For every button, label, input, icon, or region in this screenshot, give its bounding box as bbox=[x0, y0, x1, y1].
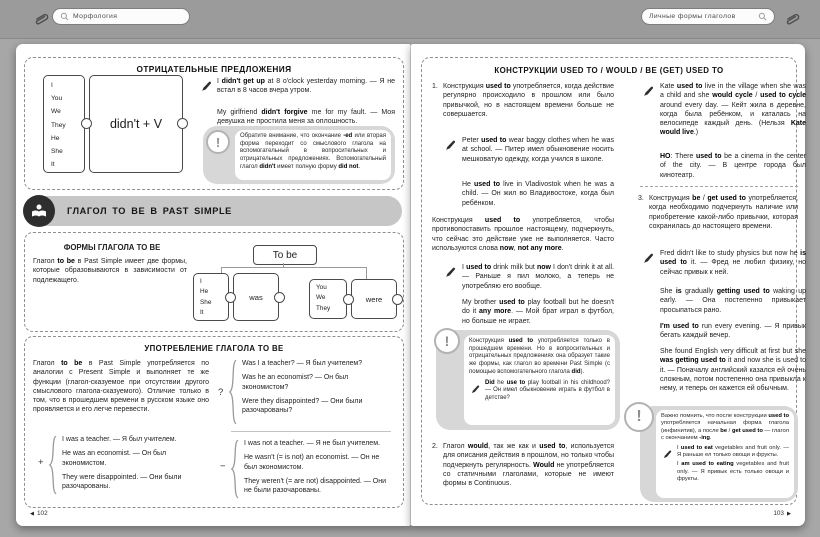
example: My brother used to play football but he doesn't do it any more. — Мой брат играл в футбол, но больше не играет. bbox=[462, 299, 615, 325]
chapter-title: ГЛАГОЛ TO BE В PAST SIMPLE bbox=[67, 206, 232, 216]
negative-sentences-section bbox=[24, 57, 404, 190]
search-tab-left[interactable] bbox=[52, 8, 190, 25]
formula-text: didn't + V bbox=[109, 117, 163, 131]
item-text: Конструкция be / get used to употребляется, когда необходимо подчеркнуть наличие или приобретение какой-либо привычки, которая сохранилась до настоящего времени. bbox=[649, 195, 798, 230]
tobe-forms-section bbox=[24, 232, 404, 332]
paperclip-icon[interactable] bbox=[780, 7, 803, 30]
exclamation-icon: ! bbox=[206, 130, 230, 154]
search-tab-right-label: Личные формы глаголов bbox=[649, 13, 736, 20]
question-example: Were they disappointed? — Они были разочарованы? bbox=[242, 397, 363, 415]
puzzle-knob bbox=[392, 294, 403, 305]
pen-icon bbox=[445, 138, 456, 149]
usage-text: Глагол to be в Past Simple употребляется по аналогии с Present Simple и выполняет те же функции (глагол-сказуемое при отсутствии другого смыслового глагола-сказуемого). Отличие только в том, что в прошедшем времени в русском языке оно проявляется и его легче перевести. bbox=[33, 360, 209, 414]
example: I'm used to run every evening. — Я привык бегать каждый вечер. bbox=[660, 323, 806, 340]
rule-item-3 bbox=[638, 194, 798, 231]
pronoun: They bbox=[51, 121, 66, 129]
example: She found English very difficult at first but she was getting used to it and now she is used to it. — Поначалу английский казался ей очень сложным, потом постепенно она привыкла к нему, и теперь он кажется ей обычным. bbox=[660, 348, 806, 393]
minus-sign: − bbox=[220, 461, 226, 472]
negative-example: They weren't (= are not) disappointed. — Они не были разочарованы. bbox=[244, 477, 386, 495]
pronoun: I bbox=[200, 278, 202, 285]
negative-example: He wasn't (= is not) an economist. — Он не был экономистом. bbox=[244, 454, 380, 471]
paperclip-icon[interactable] bbox=[29, 7, 52, 30]
item-number: 2. bbox=[432, 443, 438, 450]
puzzle-knob bbox=[177, 118, 188, 129]
search-icon bbox=[758, 12, 767, 21]
connector-line bbox=[221, 267, 367, 268]
connector-line bbox=[283, 263, 284, 268]
page-number-right bbox=[773, 510, 791, 517]
pronoun: He bbox=[51, 134, 60, 142]
pronoun: You bbox=[316, 284, 327, 291]
pronoun: We bbox=[316, 294, 326, 302]
pronouns-puzzle-piece bbox=[309, 279, 347, 319]
pronoun: We bbox=[51, 108, 61, 116]
note-text: Обратите внимание, что окончание -ed или вторая форма переходит со смыслового глагола на вспомогательный в вопросительных и отрицательных предложениях. Вспомогательный глагол didn't имеет полную форму did not. bbox=[240, 133, 386, 170]
contrast-paragraph: Конструкция used to употребляется, чтобы противопоставить прошлое настоящему, подчеркнуть, что сейчас это действие уже не выполняется. Часто используются слова now, not any more. bbox=[432, 217, 615, 252]
next-page-icon[interactable]: ▶ bbox=[787, 510, 791, 517]
pronouns-puzzle-piece bbox=[193, 273, 229, 321]
search-tab-left-label: Морфология bbox=[73, 13, 118, 20]
pronouns-puzzle-piece bbox=[43, 75, 85, 173]
puzzle-knob bbox=[81, 118, 92, 129]
example: He used to live in Vladivostok when he was a child. — Он жил во Владивостоке, когда был ребёнком. bbox=[462, 181, 614, 207]
rule-item-2 bbox=[432, 442, 614, 488]
note-text: Конструкция used to употребляется только в прошедшем времени. Но в вопросительных и отрицательных предложениях она образует такие же формы, как глагол во времени Past Simple (с помощью вспомогательного глагола did). bbox=[469, 338, 610, 375]
note-text: Важно помнить, что после конструкции used to употребляется начальная форма глагола (инфинитив), а после be / get used to — глагол с окончанием -ing. bbox=[661, 413, 789, 442]
question-sign: ? bbox=[218, 387, 224, 398]
section-title: ОТРИЦАТЕЛЬНЫЕ ПРЕДЛОЖЕНИЯ bbox=[136, 64, 292, 74]
note-example: Did he use to play football in his childhood? — Он имел обыкновение играть в футбол в детстве? bbox=[485, 379, 610, 401]
reader-icon bbox=[23, 195, 55, 227]
item-number: 1. bbox=[432, 83, 438, 90]
pen-icon bbox=[643, 84, 654, 95]
pronoun: You bbox=[51, 95, 63, 103]
page-number: 102 bbox=[37, 510, 48, 517]
pronoun: I bbox=[51, 82, 53, 89]
example: She is gradually getting used to waking up early. — Она постепенно привыкает просыпаться рано. bbox=[660, 288, 807, 314]
item-text: Конструкция used to употребляется, когда действие регулярно происходило в прошлом или было привычкой, но в настоящем времени больше не совершается. bbox=[443, 83, 614, 118]
puzzle-knob bbox=[225, 292, 236, 303]
brace bbox=[230, 439, 239, 499]
verb-form-piece: were bbox=[351, 279, 397, 319]
note-example: I used to eat vegetables and fruit only. — Я раньше ел только овощи и фрукты. bbox=[677, 444, 789, 459]
subsection-title: УПОТРЕБЛЕНИЕ ГЛАГОЛА TO BE bbox=[144, 344, 284, 353]
puzzle-knob bbox=[274, 292, 285, 303]
pen-icon bbox=[663, 446, 674, 457]
rule-item-1 bbox=[432, 82, 614, 119]
exclamation-icon: ! bbox=[624, 402, 654, 432]
pen-icon bbox=[471, 381, 482, 392]
search-tab-right[interactable] bbox=[641, 8, 775, 25]
page-number: 103 bbox=[773, 510, 784, 517]
positive-example: They were disappointed. — Они были разочарованы. bbox=[62, 473, 182, 491]
negative-example: I was not a teacher. — Я не был учителем. bbox=[244, 440, 380, 447]
section-title: КОНСТРУКЦИИ USED TO / WOULD / BE (GET) USED TO bbox=[494, 66, 724, 75]
pronoun: She bbox=[200, 298, 212, 306]
pen-icon bbox=[201, 79, 212, 90]
window-top-bar bbox=[0, 0, 820, 39]
page-number-left bbox=[30, 510, 48, 517]
forms-text: Глагол to be в Past Simple имеет две формы, которые образовываются в зависимости от подлежащего. bbox=[33, 258, 187, 284]
pronoun: She bbox=[51, 148, 63, 156]
example: НО: There used to be a cinema in the center of the city. — В центре города был кинотеатр. bbox=[660, 153, 806, 179]
brace bbox=[228, 359, 237, 425]
pronoun: They bbox=[316, 304, 331, 312]
note-box bbox=[436, 330, 620, 430]
used-to-section bbox=[421, 57, 807, 505]
item-number: 3. bbox=[638, 195, 644, 202]
tobe-root-box: To be bbox=[253, 245, 317, 265]
example: Peter used to wear baggy clothes when he was at school. — Питер имел обыкновение носить мешковатую одежду, когда учился в школе. bbox=[462, 137, 615, 163]
subsection-title: ФОРМЫ ГЛАГОЛА TO BE bbox=[63, 243, 161, 252]
puzzle-knob bbox=[343, 294, 354, 305]
left-page bbox=[16, 44, 411, 526]
right-page bbox=[411, 44, 805, 526]
pronoun: It bbox=[51, 161, 55, 169]
prev-page-icon[interactable]: ◀ bbox=[30, 510, 34, 517]
search-icon bbox=[60, 12, 69, 21]
question-example: Was he an economist? — Он был экономистом? bbox=[242, 374, 349, 391]
tobe-usage-section bbox=[24, 336, 404, 508]
item-text: Глагол would, так же как и used to, используется для описания действия в прошлом, но только чтобы подчеркнуть регулярность. Would не употребляется со статичными глаголами, которые не имеют формы в Continuous. bbox=[443, 443, 614, 488]
exclamation-icon: ! bbox=[434, 328, 460, 354]
chapter-header bbox=[24, 196, 402, 226]
example: My girlfriend didn't forgive me for my fault. — Моя девушка не простила меня за оплошность. bbox=[217, 109, 395, 126]
note-example: I am used to eating vegetables and fruit only. — Я привык есть только овощи и фрукты. bbox=[677, 461, 789, 483]
brace bbox=[48, 435, 57, 495]
positive-example: I was a teacher. — Я был учителем. bbox=[62, 436, 177, 443]
positive-example: He was an economist. — Он был экономистом. bbox=[62, 450, 167, 467]
verb-form-piece: was bbox=[233, 273, 279, 321]
pen-icon bbox=[445, 265, 456, 276]
divider bbox=[640, 186, 798, 187]
example: I didn't get up at 8 o'clock yesterday morning. — Я не встал в 8 часов вчера утром. bbox=[217, 78, 395, 95]
formula-puzzle-piece bbox=[89, 75, 183, 173]
pronoun: He bbox=[200, 288, 209, 296]
connector-line bbox=[366, 267, 367, 279]
note-box bbox=[636, 406, 798, 502]
example: Kate used to live in the village when she was a child and she would cycle / used to cycle around every day. — Кейт жила в деревне, когда была ребёнком, и каталась на велосипеде каждый день. (Нельзя Kate would live.) bbox=[660, 83, 806, 137]
example: Fred didn't like to study physics but now he is used to it. — Фред не любил физику, но сейчас привык к ней. bbox=[660, 250, 806, 276]
example: I used to drink milk but now I don't drink it at all. — Раньше я пил молоко, а теперь не употребляю его вообще. bbox=[462, 264, 614, 290]
divider bbox=[231, 431, 391, 432]
pronoun: It bbox=[200, 309, 204, 317]
plus-sign: + bbox=[38, 457, 44, 468]
note-box bbox=[203, 126, 395, 184]
pen-icon bbox=[643, 251, 654, 262]
question-example: Was I a teacher? — Я был учителем? bbox=[242, 360, 363, 367]
